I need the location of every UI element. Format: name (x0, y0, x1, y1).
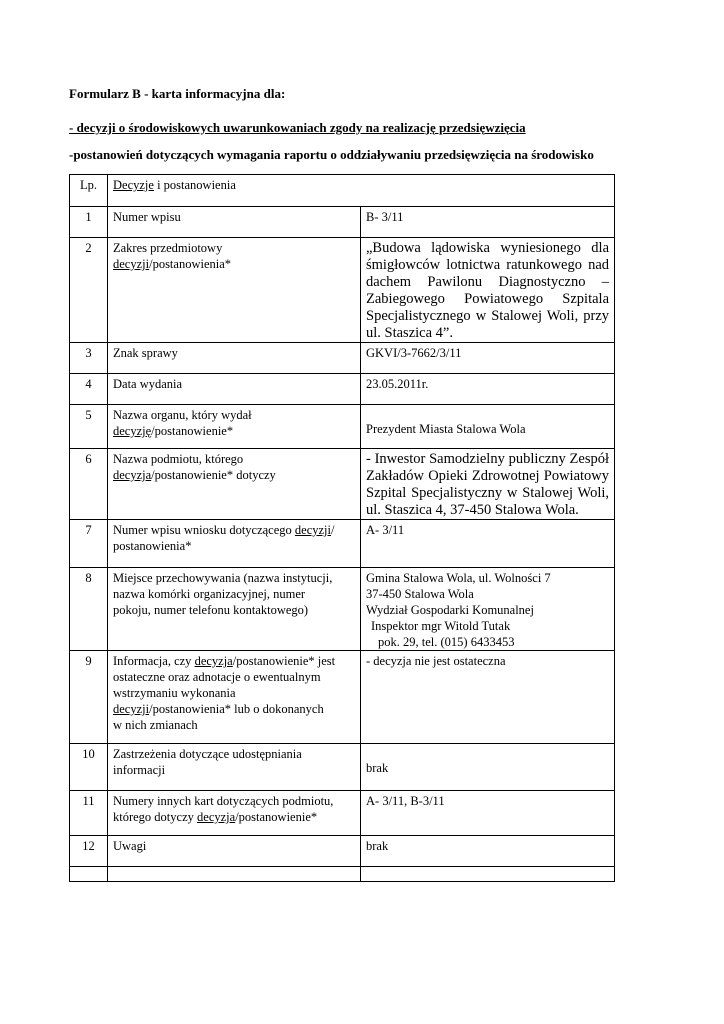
value-line: Inspektor mgr Witold Tutak (371, 619, 511, 633)
table-row (70, 207, 615, 238)
table-row (70, 374, 615, 405)
label-part: wstrzymaniu wykonania (113, 686, 236, 700)
empty-cell (108, 867, 361, 882)
label-part: Miejsce przechowywania (nazwa instytucji, (113, 571, 333, 585)
row-label (108, 449, 361, 520)
row-number: 5 (70, 405, 108, 449)
row-number: 11 (70, 791, 108, 836)
label-part: w nich zmianach (113, 718, 198, 732)
value-line: Gmina Stalowa Wola, ul. Wolności 7 (366, 571, 551, 585)
table-row (70, 568, 615, 651)
row-number: 1 (70, 207, 108, 238)
label-part: nazwa komórki organizacyjnej, numer (113, 587, 306, 601)
row-value: - Inwestor Samodzielny publiczny Zespół Zakładów Opieki Zdrowotnej Powiatowy Szpital Specjalistyczny w Stalowej Woli, ul. Staszica 4, 37-450 Stalowa Wola. (361, 449, 615, 520)
decision-word: decyzja (113, 468, 152, 482)
table-row (70, 651, 615, 744)
label-part: / (331, 523, 335, 537)
header-decisions (108, 175, 615, 207)
row-label (108, 744, 361, 791)
table-row (70, 520, 615, 568)
decision-word: decyzji (113, 257, 150, 271)
row-label (108, 405, 361, 449)
table-row (70, 744, 615, 791)
row-label: Data wydania (108, 374, 361, 405)
value-line: Wydział Gospodarki Komunalnej (366, 603, 534, 617)
row-value: A- 3/11, B-3/11 (361, 791, 615, 836)
row-value: „Budowa lądowiska wyniesionego dla śmigłowców lotnictwa ratunkowego nad dachem Pawilonu Diagnostyczno – Zabiegowego Powiatowego Szpitala Specjalistycznego w Stalowej Woli, przy ul. Staszica 4”. (361, 238, 615, 343)
label-part: ostateczne oraz adnotacje o ewentualnym (113, 670, 321, 684)
table-row (70, 836, 615, 867)
label-part: /postanowienie* (151, 424, 234, 438)
label-part: Zakres przedmiotowy (113, 241, 223, 255)
row-label (108, 651, 361, 744)
header-rest: i postanowienia (153, 178, 236, 192)
label-part: Zastrzeżenia dotyczące udostępniania (113, 747, 302, 761)
label-part: Numery innych kart dotyczących podmiotu, (113, 794, 334, 808)
table-row-empty (70, 867, 615, 882)
info-table (69, 174, 615, 882)
label-part: Numer wpisu wniosku dotyczącego (113, 523, 292, 537)
form-subtitle-resolutions: -postanowień dotyczących wymagania raportu o oddziaływaniu przedsięwzięcia na środowisko (69, 147, 594, 162)
decision-word: decyzji (294, 523, 331, 537)
table-row (70, 238, 615, 343)
row-value: A- 3/11 (361, 520, 615, 568)
label-part: Informacja, czy (113, 654, 192, 668)
value-line: pok. 29, tel. (015) 6433453 (378, 635, 515, 649)
label-part: postanowienia* (113, 539, 192, 553)
decision-word: decyzję (113, 424, 152, 438)
row-label (108, 520, 361, 568)
empty-cell (70, 867, 108, 882)
row-value: brak (361, 836, 615, 867)
value-text: Prezydent Miasta Stalowa Wola (366, 422, 526, 436)
header-lp: Lp. (70, 175, 108, 207)
label-part: pokoju, numer telefonu kontaktowego) (113, 603, 309, 617)
row-number: 3 (70, 343, 108, 374)
row-label (108, 568, 361, 651)
row-number: 12 (70, 836, 108, 867)
table-row (70, 343, 615, 374)
label-part: /postanowienie* dotyczy (151, 468, 276, 482)
label-part: Nazwa podmiotu, którego (113, 452, 244, 466)
row-number: 8 (70, 568, 108, 651)
row-label: Uwagi (108, 836, 361, 867)
value-text: brak (366, 761, 389, 775)
row-value: 23.05.2011r. (361, 374, 615, 405)
label-part: /postanowienia* (149, 257, 232, 271)
row-label: Znak sprawy (108, 343, 361, 374)
row-value: B- 3/11 (361, 207, 615, 238)
form-title: Formularz B - karta informacyjna dla: (69, 86, 286, 101)
row-number: 6 (70, 449, 108, 520)
table-row (70, 791, 615, 836)
table-row (70, 405, 615, 449)
label-part: /postanowienie* jest (232, 654, 336, 668)
value-line: 37-450 Stalowa Wola (366, 587, 474, 601)
row-value: - decyzja nie jest ostateczna (361, 651, 615, 744)
label-part: którego dotyczy (113, 810, 194, 824)
decision-word: decyzja (194, 654, 233, 668)
row-label (108, 238, 361, 343)
row-value (361, 744, 615, 791)
decision-word: decyzji (113, 702, 150, 716)
table-row (70, 449, 615, 520)
label-part: informacji (113, 763, 166, 777)
row-label: Numer wpisu (108, 207, 361, 238)
row-value: GKVI/3-7662/3/11 (361, 343, 615, 374)
label-part: /postanowienie* (235, 810, 318, 824)
row-number: 10 (70, 744, 108, 791)
row-value (361, 568, 615, 651)
row-label (108, 791, 361, 836)
row-number: 2 (70, 238, 108, 343)
label-part: Nazwa organu, który wydał (113, 408, 252, 422)
row-number: 9 (70, 651, 108, 744)
decision-word: decyzja (197, 810, 236, 824)
header-dec-word: Decyzje (113, 178, 154, 192)
empty-cell (361, 867, 615, 882)
row-value (361, 405, 615, 449)
form-subtitle-decisions: - decyzji o środowiskowych uwarunkowaniach zgody na realizację przedsięwzięcia (69, 120, 526, 135)
row-number: 4 (70, 374, 108, 405)
label-part: /postanowienia* lub o dokonanych (149, 702, 324, 716)
table-header-row (70, 175, 615, 207)
row-number: 7 (70, 520, 108, 568)
